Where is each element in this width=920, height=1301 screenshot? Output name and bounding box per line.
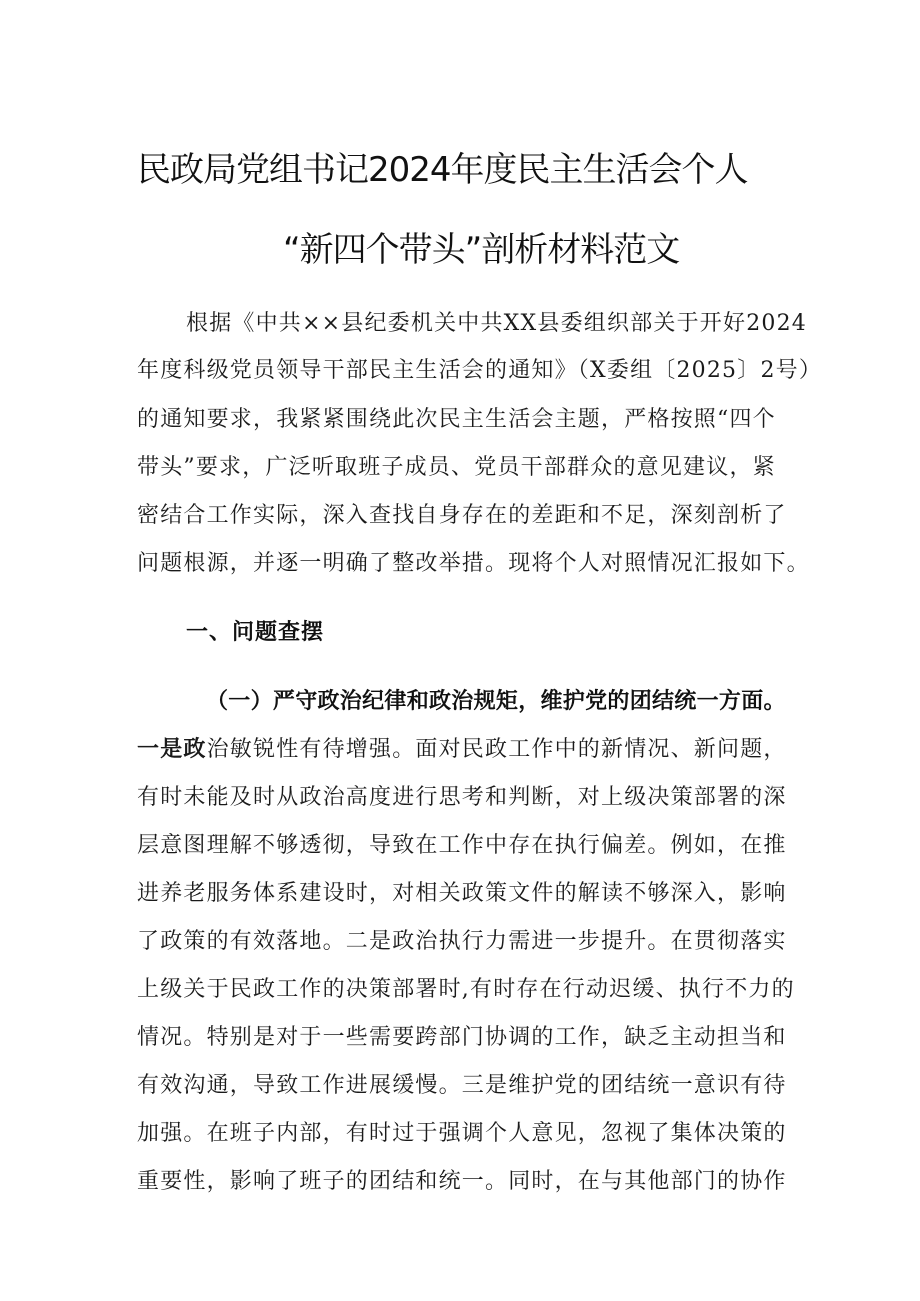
intro-line-2: 年度科级党员领导干部民主生活会的通知》（X委组〔2025〕2号）	[137, 358, 823, 383]
intro-line-1: 根据《中共××县纪委机关中共XX县委组织部关于开好2024	[186, 311, 807, 336]
intro-line-5: 密结合工作实际，深入查找自身存在的差距和不足，深刻剖析了	[137, 503, 787, 528]
body-line-8: 有效沟通，导致工作进展缓慢。三是维护党的团结统一意识有待	[137, 1073, 787, 1098]
body-line-10: 重要性，影响了班子的团结和统一。同时，在与其他部门的协作	[137, 1169, 787, 1194]
body-line-1-rest: 治敏锐性有待增强。面对民政工作中的新情况、新问题，	[206, 737, 787, 762]
subsection-heading-political-discipline: （一）严守政治纪律和政治规矩，维护党的团结统一方面。	[206, 689, 786, 714]
intro-line-4: 带头”要求，广泛听取班子成员、党员干部群众的意见建议，紧	[137, 455, 776, 480]
body-line-1	[137, 735, 797, 765]
body-line-7: 情况。特别是对于一些需要跨部门协调的工作，缺乏主动担当和	[137, 1025, 787, 1050]
body-line-1-bold-lead: 一是政	[137, 737, 207, 762]
intro-line-6: 问题根源，并逐一明确了整改举措。现将个人对照情况汇报如下。	[137, 551, 810, 576]
body-line-3: 层意图理解不够透彻，导致在工作中存在执行偏差。例如，在推	[137, 833, 787, 858]
section-heading-problems: 一、问题查摆	[186, 620, 325, 645]
body-line-2: 有时未能及时从政治高度进行思考和判断，对上级决策部署的深	[137, 785, 787, 810]
document-title-line-1: 民政局党组书记2024年度民主生活会个人	[137, 150, 748, 190]
intro-line-3: 的通知要求，我紧紧围绕此次民主生活会主题，严格按照“四个	[137, 407, 776, 432]
body-line-9: 加强。在班子内部，有时过于强调个人意见，忽视了集体决策的	[137, 1121, 787, 1146]
body-line-4: 进养老服务体系建设时，对相关政策文件的解读不够深入，影响	[137, 881, 787, 906]
body-line-5: 了政策的有效落地。二是政治执行力需进一步提升。在贯彻落实	[137, 929, 787, 954]
body-line-6: 上级关于民政工作的决策部署时,有时存在行动迟缓、执行不力的	[137, 977, 795, 1002]
document-title-line-2: “新四个带头”剖析材料范文	[283, 230, 680, 270]
